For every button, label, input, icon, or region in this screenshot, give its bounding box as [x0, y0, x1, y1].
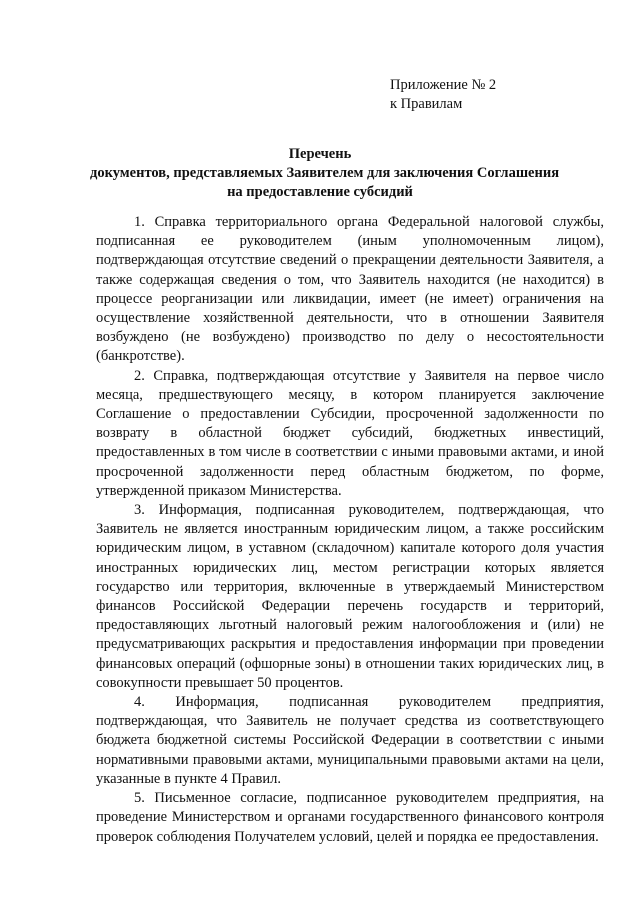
list-item-2: 2. Справка, подтверждающая отсутствие у Заявителя на первое число месяца, предшествующего месяцу, в котором планируется заключение Соглашение о предоставлении Субсидии, просроченной задолженности по возврату в областной бюджет субсидий, бюджетных инвестиций, предоставленных в том числе в соответствии с иными правовыми актами, и иной просроченной задолженности перед областным бюджетом, по форме, утвержденной приказом Министерства.: [96, 367, 604, 499]
title-line-3: на предоставление субсидий: [227, 184, 413, 200]
appendix-reference: к Правилам: [390, 96, 463, 112]
list-item-1: 1. Справка территориального органа Федеральной налоговой службы, подписанная ее руководителем (иным уполномоченным лицом), подтверждающая отсутствие сведений о прекращении деятельности Заявителя, а также содержащая сведения о том, что Заявитель находится (не находится) в процессе реорганизации или ликвидации, имеет (не имеет) ограничения на осуществление хозяйственной деятельности, что в отношении Заявителя возбуждено (не возбуждено) производство по делу о несостоятельности (банкротстве).: [96, 214, 604, 365]
list-item-4: 4. Информация, подписанная руководителем предприятия, подтверждающая, что Заявитель не получает средства из соответствующего бюджета бюджетной системы Российской Федерации в соответствии с иными нормативными правовыми актами, муниципальными правовыми актами на цели, указанные в пункте 4 Правил.: [96, 694, 604, 787]
appendix-label: [390, 76, 496, 114]
list-item-5: 5. Письменное согласие, подписанное руководителем предприятия, на проведение Министерством и органами государственного финансового контроля проверок соблюдения Получателем условий, целей и порядка ее предоставления.: [96, 790, 604, 845]
title-line-1: Перечень: [288, 146, 352, 162]
document-title: [90, 145, 560, 202]
document-body: [96, 213, 604, 847]
title-line-2: документов, представляемых Заявителем для заключения Соглашения: [90, 165, 560, 181]
appendix-number: Приложение № 2: [390, 77, 497, 93]
list-item-3: 3. Информация, подписанная руководителем, подтверждающая, что Заявитель не является иностранным юридическим лицом, а также российским юридическим лицом, в уставном (складочном) капитале которого доля участия иностранных юридических лиц, местом регистрации которых является государство или территория, включенные в утверждаемый Министерством финансов Российской Федерации перечень государств и территорий, предоставляющих льготный налоговый режим налогообложения и (или) не предусматривающих раскрытия и предоставления информации при проведении финансовых операций (офшорные зоны) в отношении таких юридических лиц, в совокупности превышает 50 процентов.: [96, 502, 604, 691]
